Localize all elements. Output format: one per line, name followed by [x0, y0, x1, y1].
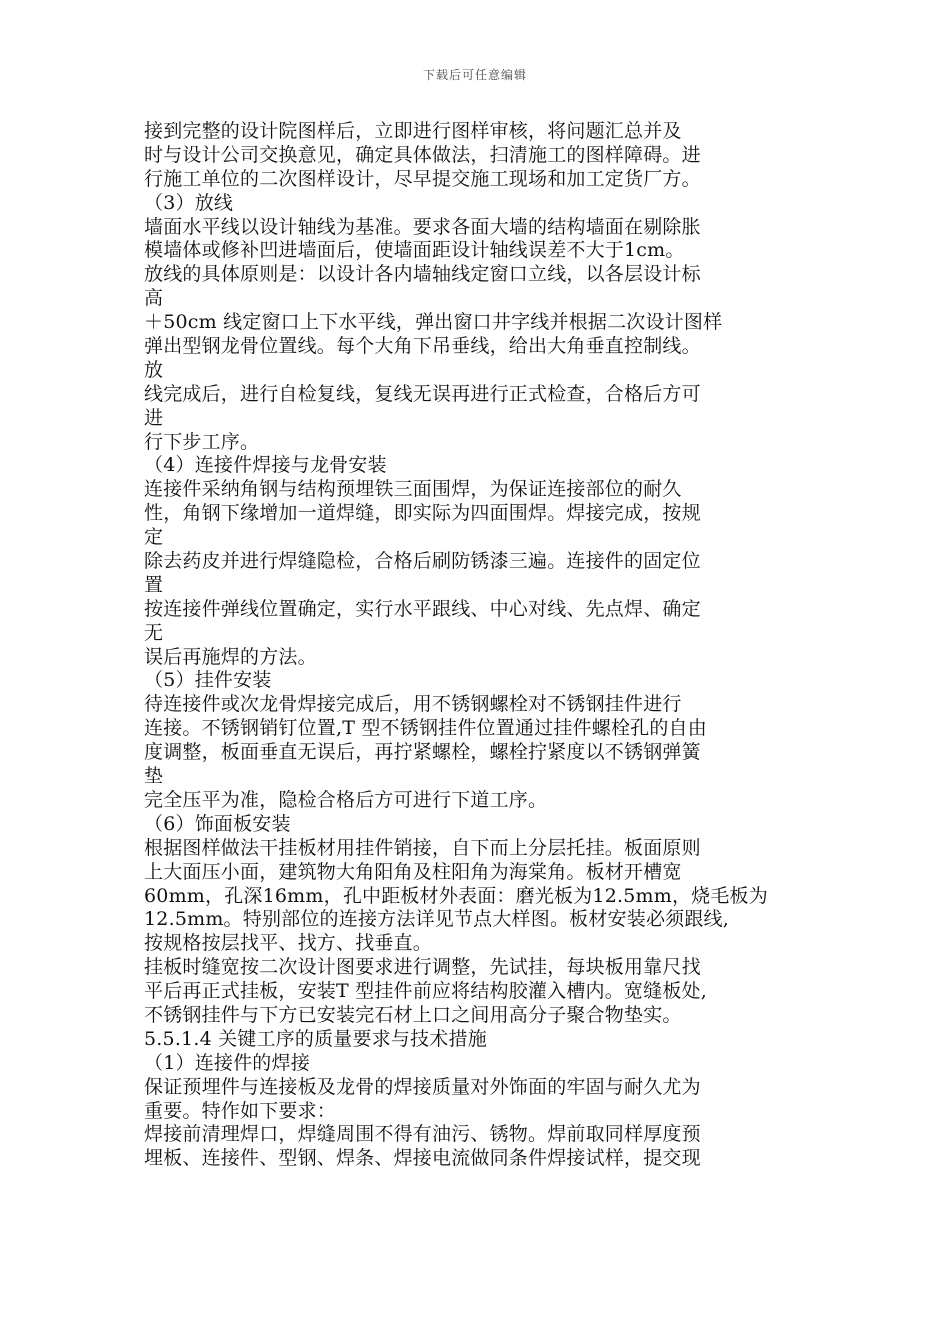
text-line: ＋50cm 线定窗口上下水平线，弹出窗口井字线并根据二次设计图样: [144, 311, 723, 334]
document-body: [144, 120, 824, 1171]
text-line: 进: [144, 406, 164, 429]
text-line: 连接件采纳角钢与结构预埋铁三面围焊，为保证连接部位的耐久: [144, 478, 682, 501]
text-line: 上大面压小面，建筑物大角阳角及柱阳角为海棠角。板材开槽宽: [144, 860, 682, 883]
text-line: 行下步工序。: [144, 430, 260, 453]
text-line: （1）连接件的焊接: [144, 1051, 310, 1074]
text-line: 按规格按层找平、找方、找垂直。: [144, 932, 433, 955]
text-line: 线完成后，进行自检复线，复线无误再进行正式检查，合格后方可: [144, 382, 701, 405]
text-line: 定: [144, 526, 164, 549]
text-line: 行施工单位的二次图样设计，尽早提交施工现场和加工定货厂方。: [144, 167, 701, 190]
text-line: 埋板、连接件、型钢、焊条、焊接电流做同条件焊接试样，提交现: [144, 1147, 701, 1170]
text-line: 重要。特作如下要求：: [144, 1099, 337, 1122]
text-line: 放线的具体原则是：以设计各内墙轴线定窗口立线，以各层设计标: [144, 263, 701, 286]
text-line: 置: [144, 573, 164, 596]
text-line: 平后再正式挂板，安装T 型挂件前应将结构胶灌入槽内。宽缝板处,: [144, 980, 707, 1003]
text-line: 无: [144, 621, 164, 644]
text-line: （4）连接件焊接与龙骨安装: [144, 454, 387, 477]
text-line: 保证预埋件与连接板及龙骨的焊接质量对外饰面的牢固与耐久尤为: [144, 1075, 701, 1098]
text-line: 12.5mm。特别部位的连接方法详见节点大样图。板材安装必须跟线,: [144, 908, 729, 931]
text-line: 连接。不锈钢销钉位置,T 型不锈钢挂件位置通过挂件螺栓孔的自由: [144, 717, 707, 740]
text-line: 误后再施焊的方法。: [144, 645, 317, 668]
text-line: （3）放线: [144, 191, 234, 214]
text-line: 5.5.1.4 关键工序的质量要求与技术措施: [144, 1027, 487, 1050]
text-line: （5）挂件安装: [144, 669, 272, 692]
text-line: 挂板时缝宽按二次设计图要求进行调整，先试挂，每块板用靠尺找: [144, 956, 701, 979]
text-line: 焊接前清理焊口，焊缝周围不得有油污、锈物。焊前取同样厚度预: [144, 1123, 701, 1146]
page-header: 下载后可任意编辑: [422, 68, 527, 82]
text-line: 按连接件弹线位置确定，实行水平跟线、中心对线、先点焊、确定: [144, 597, 701, 620]
text-line: 根据图样做法干挂板材用挂件销接，自下而上分层托挂。板面原则: [144, 836, 701, 859]
text-line: 60mm，孔深16mm，孔中距板材外表面：磨光板为12.5mm，烧毛板为: [144, 884, 768, 907]
text-line: 垫: [144, 765, 164, 788]
text-line: 完全压平为准，隐检合格后方可进行下道工序。: [144, 788, 548, 811]
text-line: 性，角钢下缘增加一道焊缝，即实际为四面围焊。焊接完成，按规: [144, 502, 701, 525]
text-line: 高: [144, 287, 164, 310]
text-line: 墙面水平线以设计轴线为基准。要求各面大墙的结构墙面在剔除胀: [144, 215, 701, 238]
text-line: 接到完整的设计院图样后，立即进行图样审核，将问题汇总并及: [144, 120, 682, 142]
text-line: 模墙体或修补凹进墙面后，使墙面距设计轴线误差不大于1cm。: [144, 239, 685, 262]
text-line: 放: [144, 358, 164, 381]
text-line: 除去药皮并进行焊缝隐检，合格后刷防锈漆三遍。连接件的固定位: [144, 550, 701, 573]
text-line: 弹出型钢龙骨位置线。每个大角下吊垂线，给出大角垂直控制线。: [144, 335, 701, 358]
text-line: 时与设计公司交换意见，确定具体做法，扫清施工的图样障碍。进: [144, 143, 701, 166]
text-line: 度调整，板面垂直无误后，再拧紧螺栓，螺栓拧紧度以不锈钢弹簧: [144, 741, 701, 764]
text-line: 待连接件或次龙骨焊接完成后，用不锈钢螺栓对不锈钢挂件进行: [144, 693, 682, 716]
text-line: （6）饰面板安装: [144, 812, 291, 835]
text-line: 不锈钢挂件与下方已安装完石材上口之间用高分子聚合物垫实。: [144, 1003, 682, 1026]
